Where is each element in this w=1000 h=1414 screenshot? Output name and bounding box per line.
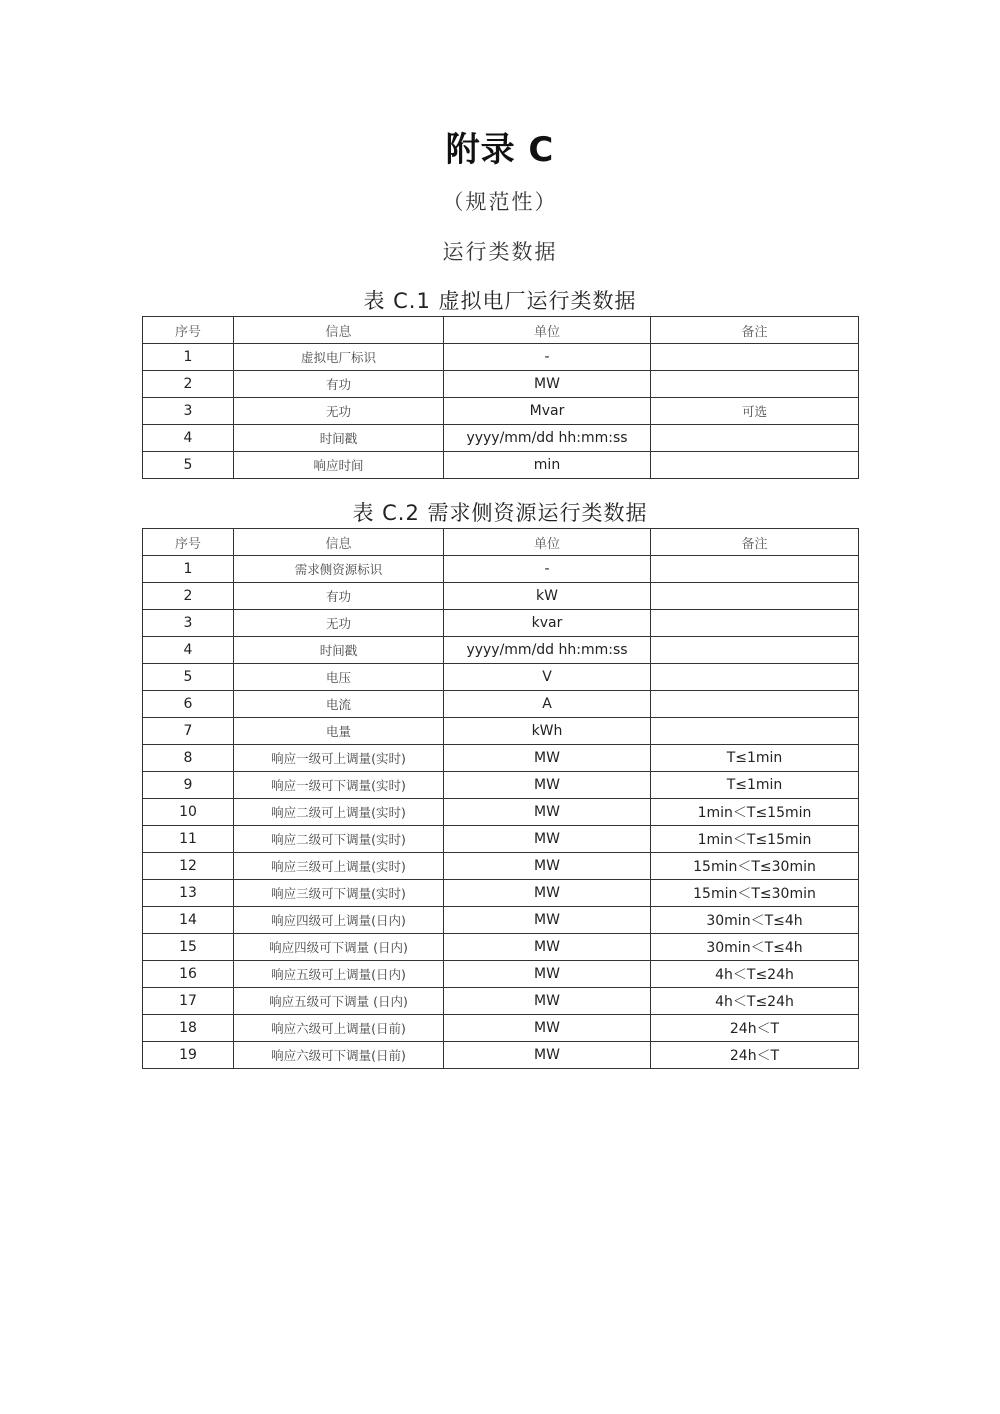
cell-note: 24h＜T [651,1015,859,1042]
cell-index: 16 [143,961,234,988]
cell-note [651,718,859,745]
table-c1 [142,316,859,479]
table-c2 [142,528,859,1069]
table-row [143,907,859,934]
cell-info: 无功 [234,398,444,425]
cell-index: 14 [143,907,234,934]
cell-index: 18 [143,1015,234,1042]
cell-info: 响应六级可下调量(日前) [234,1042,444,1069]
appendix-title: 附录 C [445,130,555,170]
cell-index: 12 [143,853,234,880]
cell-info: 电量 [234,718,444,745]
header-unit: 单位 [444,529,651,556]
header-note: 备注 [651,317,859,344]
cell-index: 17 [143,988,234,1015]
table-row [143,637,859,664]
cell-note: T≤1min [651,772,859,799]
cell-unit: MW [444,371,651,398]
cell-index: 19 [143,1042,234,1069]
cell-index: 6 [143,691,234,718]
cell-index: 11 [143,826,234,853]
cell-info: 响应三级可下调量(实时) [234,880,444,907]
cell-note: 15min＜T≤30min [651,853,859,880]
cell-unit: - [444,556,651,583]
table-row [143,853,859,880]
cell-note [651,556,859,583]
cell-index: 13 [143,880,234,907]
cell-index: 7 [143,718,234,745]
cell-note [651,452,859,479]
cell-index: 4 [143,637,234,664]
cell-unit: MW [444,1015,651,1042]
cell-unit: kvar [444,610,651,637]
cell-note [651,691,859,718]
cell-note: 1min＜T≤15min [651,799,859,826]
cell-unit: MW [444,853,651,880]
appendix-subtitle: 运行类数据 [442,240,558,264]
table-row [143,556,859,583]
table-row [143,344,859,371]
cell-note: T≤1min [651,745,859,772]
cell-index: 1 [143,556,234,583]
cell-unit: Mvar [444,398,651,425]
header-info: 信息 [234,317,444,344]
cell-note: 30min＜T≤4h [651,907,859,934]
cell-unit: - [444,344,651,371]
cell-unit: MW [444,826,651,853]
cell-index: 2 [143,371,234,398]
cell-info: 响应时间 [234,452,444,479]
cell-unit: kW [444,583,651,610]
cell-index: 1 [143,344,234,371]
cell-unit: MW [444,772,651,799]
cell-info: 有功 [234,371,444,398]
cell-unit: kWh [444,718,651,745]
cell-info: 电压 [234,664,444,691]
cell-index: 15 [143,934,234,961]
cell-info: 响应二级可上调量(实时) [234,799,444,826]
cell-note [651,583,859,610]
cell-info: 响应一级可下调量(实时) [234,772,444,799]
cell-index: 5 [143,664,234,691]
cell-unit: yyyy/mm/dd hh:mm:ss [444,637,651,664]
header-index: 序号 [143,529,234,556]
cell-unit: MW [444,934,651,961]
table-row [143,1042,859,1069]
table-row [143,691,859,718]
cell-note [651,425,859,452]
cell-note: 30min＜T≤4h [651,934,859,961]
cell-info: 响应三级可上调量(实时) [234,853,444,880]
table-header-row [143,317,859,344]
cell-info: 时间戳 [234,425,444,452]
table-row [143,745,859,772]
cell-index: 3 [143,398,234,425]
cell-note: 24h＜T [651,1042,859,1069]
cell-index: 2 [143,583,234,610]
cell-index: 10 [143,799,234,826]
table-row [143,610,859,637]
cell-unit: MW [444,799,651,826]
cell-index: 8 [143,745,234,772]
header-info: 信息 [234,529,444,556]
table-row [143,826,859,853]
table-caption-c1: 表 C.1 虚拟电厂运行类数据 [363,289,637,313]
cell-note [651,637,859,664]
table-row [143,371,859,398]
table-c1-body [143,344,859,479]
header-index: 序号 [143,317,234,344]
cell-note: 4h＜T≤24h [651,988,859,1015]
cell-unit: yyyy/mm/dd hh:mm:ss [444,425,651,452]
table-row [143,718,859,745]
cell-index: 3 [143,610,234,637]
table-c2-body [143,556,859,1069]
cell-index: 9 [143,772,234,799]
cell-unit: MW [444,745,651,772]
cell-note [651,610,859,637]
cell-unit: A [444,691,651,718]
cell-unit: MW [444,880,651,907]
cell-note: 15min＜T≤30min [651,880,859,907]
cell-info: 响应四级可上调量(日内) [234,907,444,934]
cell-info: 有功 [234,583,444,610]
cell-index: 4 [143,425,234,452]
cell-note: 1min＜T≤15min [651,826,859,853]
cell-unit: MW [444,1042,651,1069]
table-row [143,425,859,452]
cell-info: 电流 [234,691,444,718]
cell-info: 无功 [234,610,444,637]
cell-note: 可选 [651,398,859,425]
appendix-type: （规范性） [442,190,558,214]
table-row [143,799,859,826]
table-row [143,880,859,907]
cell-info: 时间戳 [234,637,444,664]
cell-unit: MW [444,988,651,1015]
cell-note [651,664,859,691]
table-row [143,1015,859,1042]
table-row [143,934,859,961]
table-row [143,772,859,799]
cell-unit: MW [444,961,651,988]
cell-info: 响应五级可上调量(日内) [234,961,444,988]
cell-info: 响应二级可下调量(实时) [234,826,444,853]
table-row [143,583,859,610]
table-row [143,961,859,988]
cell-info: 响应一级可上调量(实时) [234,745,444,772]
cell-info: 响应六级可上调量(日前) [234,1015,444,1042]
cell-note [651,344,859,371]
header-unit: 单位 [444,317,651,344]
table-caption-c2: 表 C.2 需求侧资源运行类数据 [352,501,648,525]
table-row [143,398,859,425]
cell-info: 虚拟电厂标识 [234,344,444,371]
cell-unit: MW [444,907,651,934]
table-row [143,664,859,691]
cell-info: 响应五级可下调量 (日内) [234,988,444,1015]
cell-unit: min [444,452,651,479]
table-row [143,988,859,1015]
cell-unit: V [444,664,651,691]
table-row [143,452,859,479]
cell-info: 响应四级可下调量 (日内) [234,934,444,961]
cell-note [651,371,859,398]
cell-info: 需求侧资源标识 [234,556,444,583]
table-header-row [143,529,859,556]
cell-index: 5 [143,452,234,479]
header-note: 备注 [651,529,859,556]
cell-note: 4h＜T≤24h [651,961,859,988]
